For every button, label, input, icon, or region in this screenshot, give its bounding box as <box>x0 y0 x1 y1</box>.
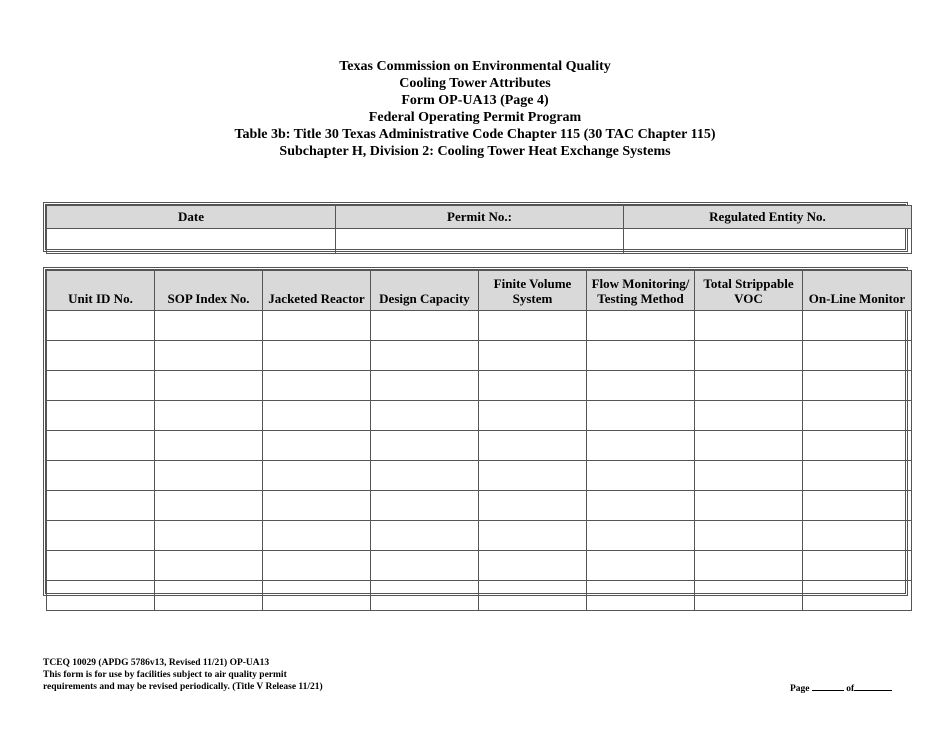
flow-monitoring-header: Flow Monitoring/ Testing Method <box>587 271 695 311</box>
table-cell[interactable] <box>803 491 912 521</box>
table-cell[interactable] <box>695 431 803 461</box>
table-cell[interactable] <box>695 581 803 611</box>
table-cell[interactable] <box>371 311 479 341</box>
table-cell[interactable] <box>803 431 912 461</box>
table-cell[interactable] <box>263 341 371 371</box>
table-title: Table 3b: Title 30 Texas Administrative Code Chapter 115 (30 TAC Chapter 115) <box>234 127 716 142</box>
table-cell[interactable] <box>371 371 479 401</box>
table-cell[interactable] <box>587 491 695 521</box>
table-cell[interactable] <box>371 551 479 581</box>
page-label: Page <box>790 684 810 694</box>
table-cell[interactable] <box>695 521 803 551</box>
table-cell[interactable] <box>47 311 155 341</box>
unit-attributes-table <box>46 270 912 611</box>
permit-info-frame <box>43 202 908 252</box>
table-cell[interactable] <box>695 341 803 371</box>
table-row <box>47 311 912 341</box>
table-cell[interactable] <box>263 311 371 341</box>
regulated-entity-field[interactable] <box>624 229 912 254</box>
table-cell[interactable] <box>47 371 155 401</box>
form-title-block <box>0 58 950 160</box>
online-monitor-header: On-Line Monitor <box>803 271 912 311</box>
page-number-field[interactable] <box>812 681 844 691</box>
table-cell[interactable] <box>263 521 371 551</box>
table-cell[interactable] <box>803 401 912 431</box>
program-name: Federal Operating Permit Program <box>368 110 582 125</box>
table-cell[interactable] <box>155 461 263 491</box>
table-cell[interactable] <box>263 461 371 491</box>
form-number: Form OP-UA13 (Page 4) <box>401 93 549 108</box>
table-cell[interactable] <box>479 371 587 401</box>
table-cell[interactable] <box>263 371 371 401</box>
table-cell[interactable] <box>263 431 371 461</box>
table-row <box>47 521 912 551</box>
unit-id-header: Unit ID No. <box>47 271 155 311</box>
table-row <box>47 371 912 401</box>
table-cell[interactable] <box>155 341 263 371</box>
table-cell[interactable] <box>479 341 587 371</box>
table-cell[interactable] <box>47 581 155 611</box>
table-row <box>47 401 912 431</box>
table-cell[interactable] <box>263 551 371 581</box>
permit-info-table <box>46 205 912 254</box>
table-cell[interactable] <box>263 491 371 521</box>
permit-no-field[interactable] <box>336 229 624 254</box>
table-row <box>47 491 912 521</box>
footer-revision-note: requirements and may be revised periodically. (Title V Release 11/21) <box>43 682 323 692</box>
design-capacity-header: Design Capacity <box>371 271 479 311</box>
table-cell[interactable] <box>155 371 263 401</box>
table-cell[interactable] <box>155 581 263 611</box>
table-cell[interactable] <box>263 581 371 611</box>
table-cell[interactable] <box>695 551 803 581</box>
unit-table-body <box>47 311 912 611</box>
table-cell[interactable] <box>587 521 695 551</box>
date-header: Date <box>47 206 336 229</box>
table-cell[interactable] <box>587 431 695 461</box>
table-cell[interactable] <box>695 461 803 491</box>
table-cell[interactable] <box>371 521 479 551</box>
table-cell[interactable] <box>803 461 912 491</box>
table-cell[interactable] <box>803 521 912 551</box>
table-cell[interactable] <box>371 491 479 521</box>
jacketed-reactor-header: Jacketed Reactor <box>263 271 371 311</box>
total-strippable-voc-header: Total Strippable VOC <box>695 271 803 311</box>
table-cell[interactable] <box>155 491 263 521</box>
table-cell[interactable] <box>587 311 695 341</box>
table-cell[interactable] <box>479 431 587 461</box>
table-cell[interactable] <box>803 371 912 401</box>
table-cell[interactable] <box>155 521 263 551</box>
table-cell[interactable] <box>155 401 263 431</box>
table-cell[interactable] <box>479 581 587 611</box>
unit-attributes-frame <box>43 267 908 596</box>
table-cell[interactable] <box>479 551 587 581</box>
table-cell[interactable] <box>479 461 587 491</box>
table-cell[interactable] <box>47 491 155 521</box>
table-cell[interactable] <box>47 341 155 371</box>
footer-form-id: TCEQ 10029 (APDG 5786v13, Revised 11/21) OP-UA13 <box>43 658 270 668</box>
page-total-field[interactable] <box>854 681 892 691</box>
sop-index-header: SOP Index No. <box>155 271 263 311</box>
table-cell[interactable] <box>155 311 263 341</box>
table-cell[interactable] <box>479 521 587 551</box>
table-cell[interactable] <box>803 341 912 371</box>
table-cell[interactable] <box>695 491 803 521</box>
form-footer <box>43 657 323 693</box>
table-cell[interactable] <box>803 311 912 341</box>
table-row <box>47 431 912 461</box>
table-cell[interactable] <box>587 551 695 581</box>
table-row <box>47 581 912 611</box>
table-cell[interactable] <box>695 401 803 431</box>
table-cell[interactable] <box>587 371 695 401</box>
table-cell[interactable] <box>155 551 263 581</box>
table-cell[interactable] <box>695 371 803 401</box>
agency-title: Texas Commission on Environmental Quality <box>339 59 611 74</box>
table-cell[interactable] <box>371 581 479 611</box>
table-cell[interactable] <box>695 311 803 341</box>
table-cell[interactable] <box>479 401 587 431</box>
table-cell[interactable] <box>47 431 155 461</box>
table-row <box>47 341 912 371</box>
table-cell[interactable] <box>47 461 155 491</box>
table-cell[interactable] <box>479 491 587 521</box>
permit-no-header: Permit No.: <box>336 206 624 229</box>
table-cell[interactable] <box>47 521 155 551</box>
footer-usage-note: This form is for use by facilities subject to air quality permit <box>43 670 287 680</box>
table-cell[interactable] <box>479 311 587 341</box>
regulated-entity-header: Regulated Entity No. <box>624 206 912 229</box>
table-cell[interactable] <box>155 431 263 461</box>
table-cell[interactable] <box>263 401 371 431</box>
form-subject: Cooling Tower Attributes <box>399 76 551 91</box>
of-label: of <box>846 684 855 694</box>
table-cell[interactable] <box>371 341 479 371</box>
table-cell[interactable] <box>803 581 912 611</box>
table-cell[interactable] <box>371 401 479 431</box>
page-number <box>790 681 892 694</box>
finite-volume-header: Finite Volume System <box>479 271 587 311</box>
table-cell[interactable] <box>47 551 155 581</box>
table-cell[interactable] <box>587 461 695 491</box>
table-cell[interactable] <box>587 401 695 431</box>
table-row <box>47 551 912 581</box>
table-subtitle: Subchapter H, Division 2: Cooling Tower Heat Exchange Systems <box>279 144 671 159</box>
table-cell[interactable] <box>47 401 155 431</box>
table-row <box>47 461 912 491</box>
table-cell[interactable] <box>371 461 479 491</box>
table-cell[interactable] <box>371 431 479 461</box>
table-cell[interactable] <box>587 341 695 371</box>
table-cell[interactable] <box>587 581 695 611</box>
table-cell[interactable] <box>803 551 912 581</box>
date-field[interactable] <box>47 229 336 254</box>
